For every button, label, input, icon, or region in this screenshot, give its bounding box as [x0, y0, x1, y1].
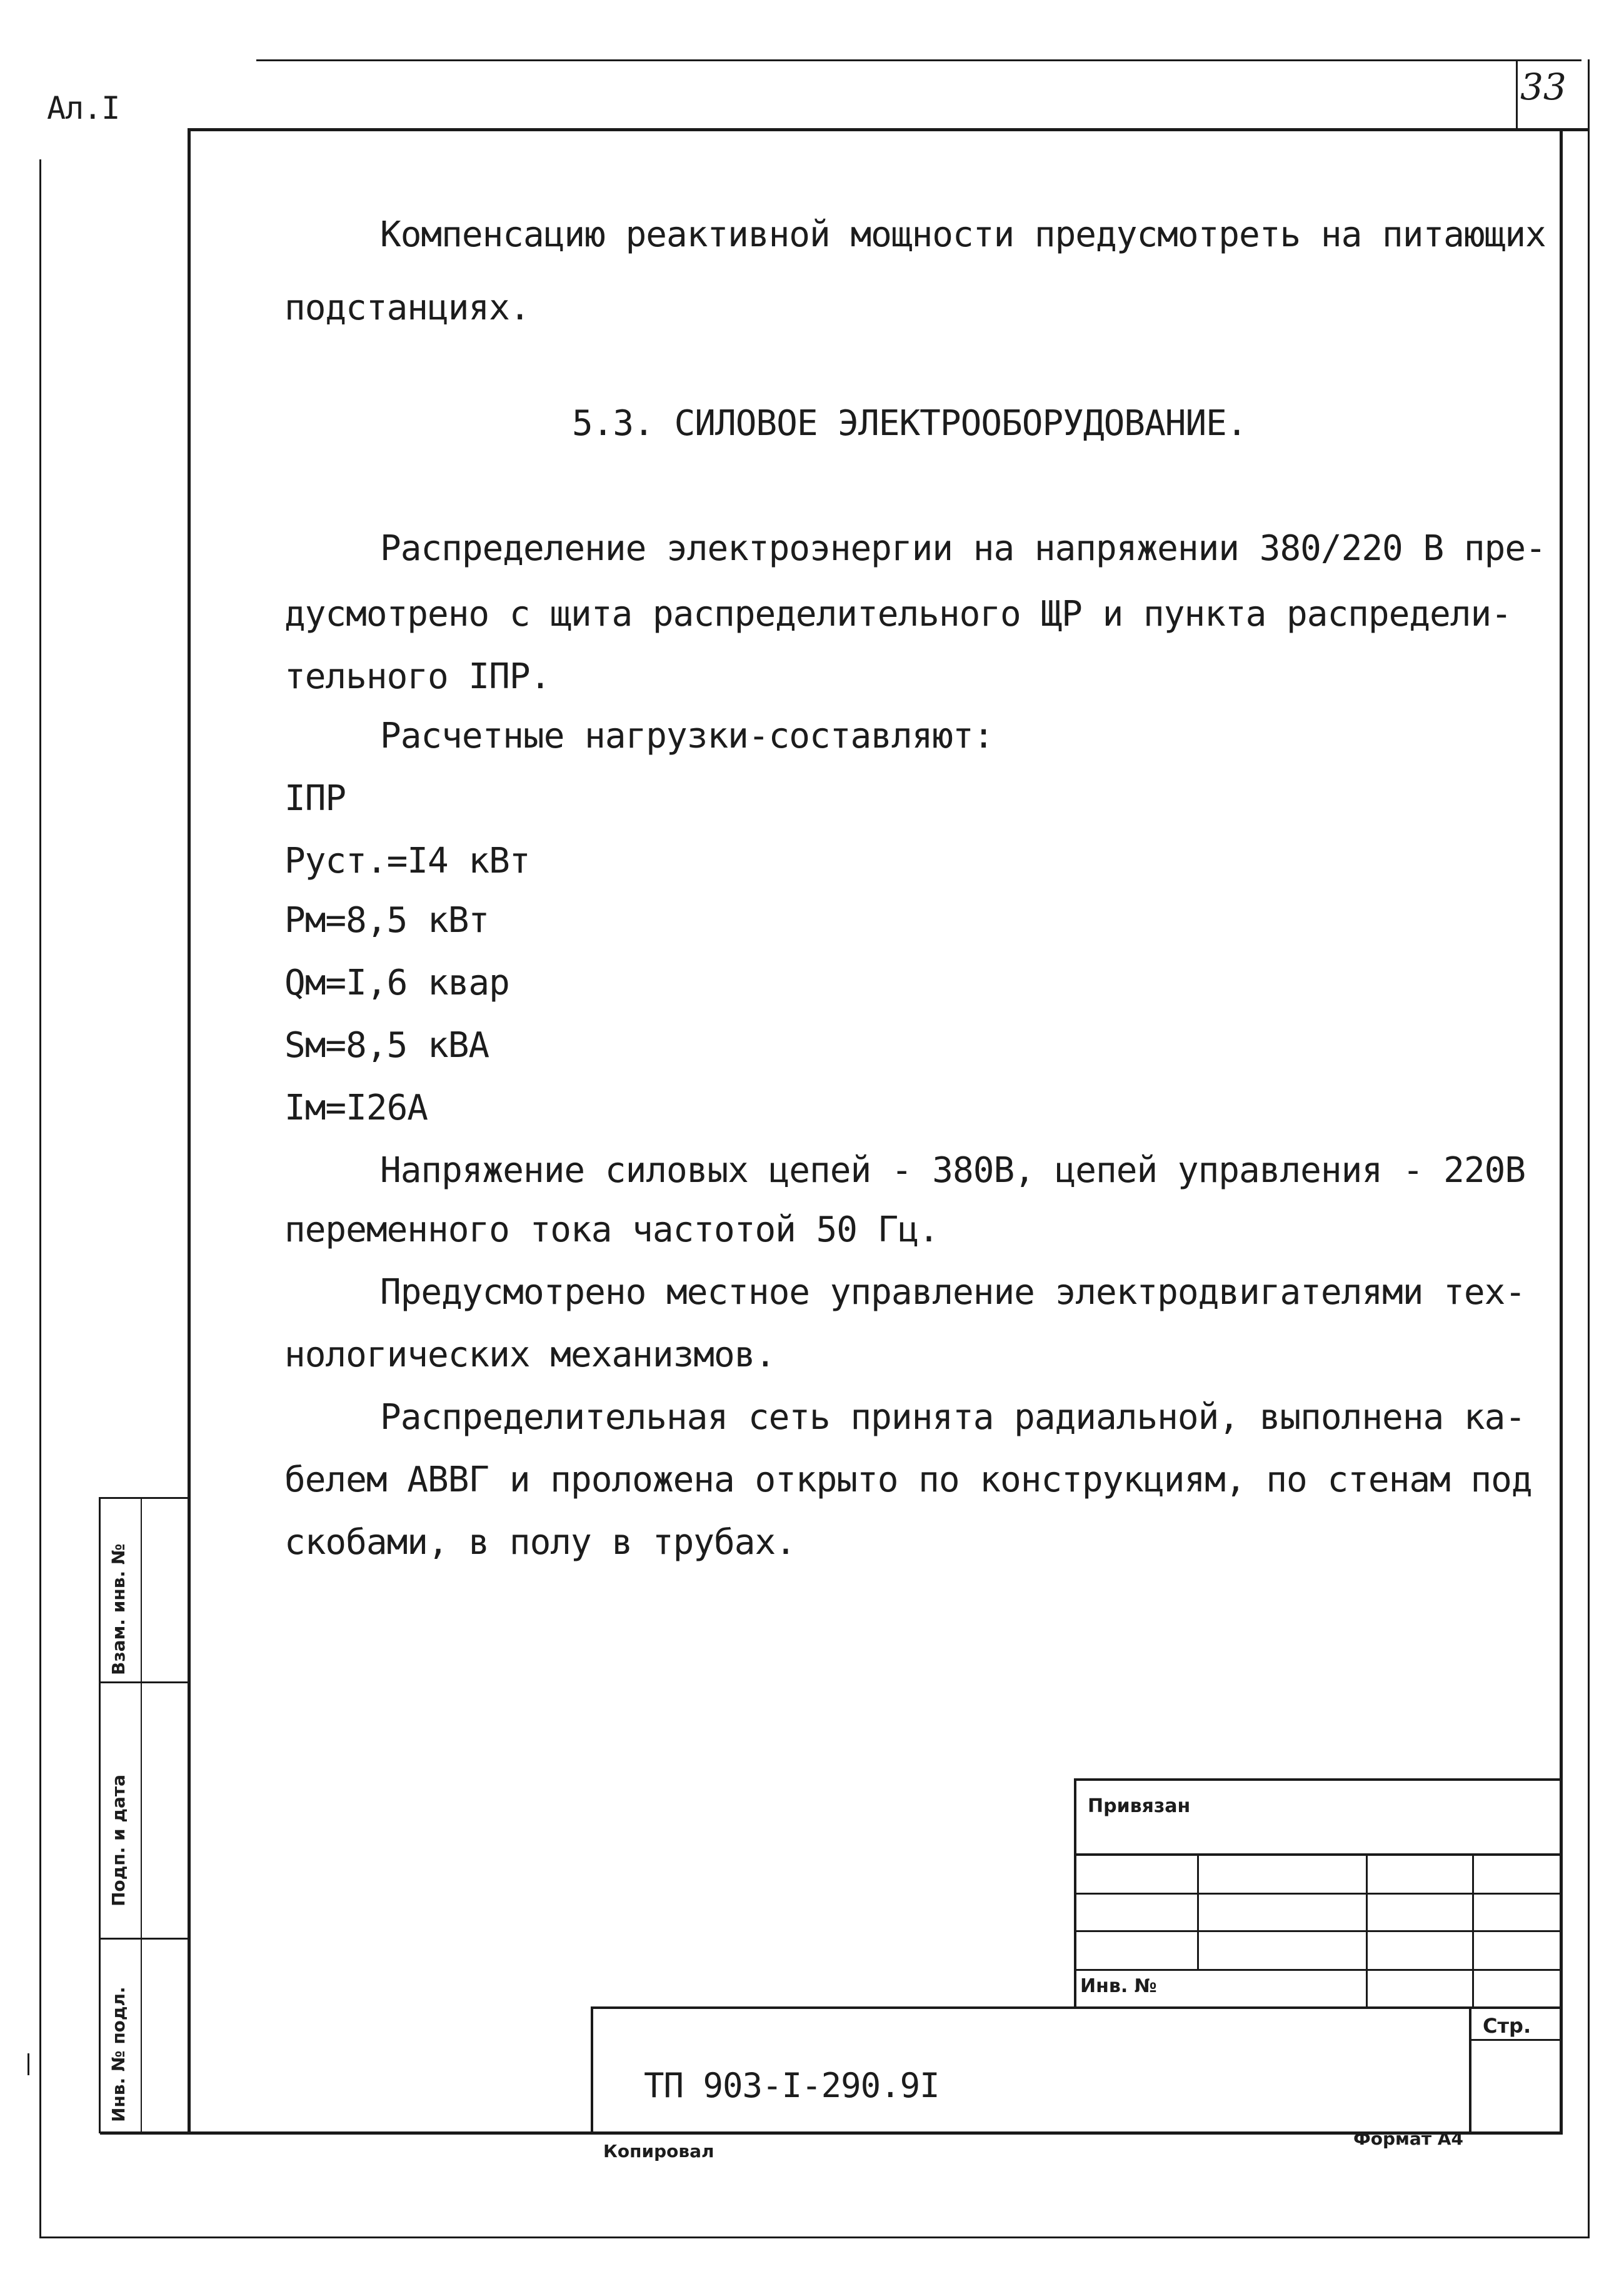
stamp-row1: [99, 1497, 189, 1499]
format-label: Формат А4: [1353, 2128, 1463, 2149]
para4-line1: Предусмотрено местное управление электродвигателями тех-: [380, 1272, 1526, 1313]
load-item: Рм=8,5 кВт: [284, 900, 489, 941]
para2-line1: Распределение электроэнергии на напряжении 380/220 В пре-: [380, 528, 1546, 569]
inner-frame-bottom: [100, 2131, 1563, 2135]
stamp-vzam-inv: Взам. инв. №: [108, 1543, 129, 1675]
tb-row1: [1074, 1853, 1563, 1856]
page-number: 33: [1520, 66, 1566, 108]
stamp-podp-data: Подп. и дата: [108, 1774, 129, 1906]
inv-no-label: Инв. №: [1080, 1975, 1157, 1997]
load-item: IПР: [284, 778, 346, 819]
para5-line2: белем АВВГ и проложена открыто по конструкциям, по стенам под: [284, 1460, 1532, 1500]
doc-code: ТП 903-I-290.9I: [644, 2066, 940, 2105]
doc-block-top: [591, 2006, 1563, 2009]
para3-line1: Напряжение силовых цепей - 380В, цепей управления - 220В: [380, 1150, 1526, 1191]
doc-block-left: [591, 2006, 593, 2135]
stamp-col-divider: [141, 1497, 142, 2133]
para5-line3: скобами, в полу в трубах.: [284, 1522, 796, 1563]
para5-line1: Распределительная сеть принята радиальной, выполнена ка-: [380, 1397, 1526, 1438]
load-item: Sм=8,5 кВА: [284, 1025, 489, 1066]
stamp-row2: [99, 1681, 189, 1683]
tb-top: [1074, 1778, 1563, 1781]
para3-line2: переменного тока частотой 50 Гц.: [284, 1210, 939, 1250]
stamp-col-left: [99, 1497, 101, 2133]
para2-line3: тельного IПР.: [284, 656, 551, 697]
load-item: Iм=I26А: [284, 1088, 428, 1128]
tb-vcol1: [1197, 1853, 1199, 1969]
loads-intro: Расчетные нагрузки-составляют:: [380, 716, 994, 756]
kopiroval-label: Копировал: [603, 2141, 714, 2161]
margin-tick: [28, 2053, 29, 2075]
str-row: [1469, 2039, 1563, 2041]
tb-vcol3: [1472, 1853, 1474, 2008]
load-item: Qм=I,6 квар: [284, 963, 509, 1003]
top-rule: [256, 59, 1581, 61]
para1-line2: подстанциях.: [284, 288, 530, 328]
para2-line2: дусмотрено с щита распределительного ЩР и пункта распредели-: [284, 594, 1511, 634]
tb-row4: [1074, 1969, 1563, 1971]
privyazan-label: Привязан: [1088, 1795, 1191, 1817]
section-title: 5.3. СИЛОВОЕ ЭЛЕКТРООБОРУДОВАНИЕ.: [572, 403, 1247, 444]
load-item: Руст.=I4 кВт: [284, 841, 530, 881]
para4-line2: нологических механизмов.: [284, 1335, 776, 1375]
page-box-left: [1516, 59, 1518, 131]
para1-line1: Компенсацию реактивной мощности предусмотреть на питающих: [380, 214, 1546, 255]
inner-frame-right: [1560, 128, 1563, 2135]
stamp-inv-podl: Инв. № подл.: [108, 1986, 129, 2122]
bottom-rule: [39, 2236, 1590, 2238]
tb-row3: [1074, 1930, 1563, 1932]
doc-block-divider: [1469, 2006, 1471, 2135]
right-rule: [1588, 59, 1590, 2238]
str-label: Стр.: [1483, 2014, 1531, 2038]
sheet-label: Ал.I: [47, 90, 120, 126]
inner-frame-top: [188, 128, 1588, 131]
tb-vcol2: [1366, 1853, 1368, 2008]
stamp-row3: [99, 1938, 189, 1940]
tb-row2: [1074, 1893, 1563, 1895]
inner-frame-left: [188, 128, 191, 2135]
left-rule: [39, 159, 41, 2238]
